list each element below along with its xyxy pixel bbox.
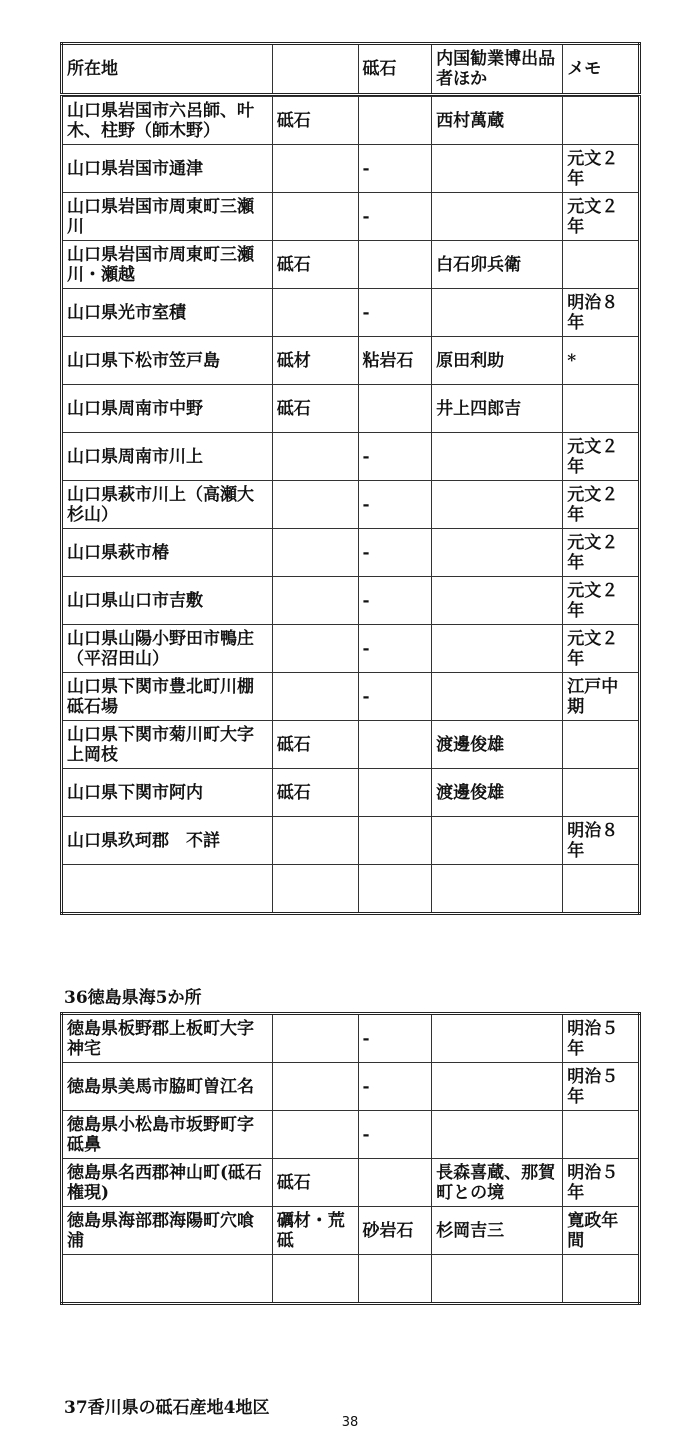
table-cell <box>563 721 640 769</box>
table-cell: 砥石 <box>272 97 358 145</box>
table-cell <box>432 673 563 721</box>
table-cell: - <box>358 529 432 577</box>
table-cell <box>272 577 358 625</box>
table-cell: 元文２年 <box>563 625 640 673</box>
table-cell: 山口県萩市椿 <box>62 529 273 577</box>
table-cell <box>563 1111 640 1159</box>
table-cell: 明治５年 <box>563 1014 640 1063</box>
table-cell <box>432 865 563 914</box>
table-cell: 山口県下関市菊川町大字上岡枝 <box>62 721 273 769</box>
table-cell: - <box>358 289 432 337</box>
table-cell: - <box>358 1111 432 1159</box>
table-cell: 元文２年 <box>563 529 640 577</box>
table-row <box>62 865 640 914</box>
table-cell: - <box>358 145 432 193</box>
table-cell: 元文２年 <box>563 433 640 481</box>
table-cell <box>432 817 563 865</box>
table-cell: 砥石 <box>272 1159 358 1207</box>
table-cell <box>432 577 563 625</box>
page-number: 38 <box>341 1415 359 1430</box>
table-cell: 砥石 <box>272 721 358 769</box>
table-row <box>62 1159 640 1207</box>
table-cell: 長森喜蔵、那賀町との境 <box>432 1159 563 1207</box>
table-cell: 明治５年 <box>563 1159 640 1207</box>
table-cell: 山口県周南市川上 <box>62 433 273 481</box>
table-row <box>62 145 640 193</box>
table-cell: 砥石 <box>272 769 358 817</box>
table-row <box>62 529 640 577</box>
table-cell: 山口県下松市笠戸島 <box>62 337 273 385</box>
table-cell <box>358 865 432 914</box>
table-cell <box>272 289 358 337</box>
table-cell: 礪材・荒砥 <box>272 1207 358 1255</box>
table-row <box>62 289 640 337</box>
header-cell: 所在地 <box>62 44 273 95</box>
header-cell: 内国勧業博出品者ほか <box>432 44 563 95</box>
header-cell: メモ <box>563 44 640 95</box>
table-cell: * <box>563 337 640 385</box>
table-cell <box>358 721 432 769</box>
table-cell: 粘岩石 <box>358 337 432 385</box>
table-cell <box>563 241 640 289</box>
table-yamaguchi <box>60 42 641 915</box>
table-cell: 元文２年 <box>563 193 640 241</box>
header-cell: 砥石 <box>358 44 432 95</box>
table-cell: 杉岡吉三 <box>432 1207 563 1255</box>
table-cell: 明治８年 <box>563 289 640 337</box>
table-cell <box>272 1063 358 1111</box>
table-row <box>62 241 640 289</box>
table-cell: 山口県下関市阿内 <box>62 769 273 817</box>
table-row <box>62 1063 640 1111</box>
table-cell: 砥石 <box>272 385 358 433</box>
table-row <box>62 1014 640 1063</box>
table-row <box>62 433 640 481</box>
table-row <box>62 385 640 433</box>
table-cell <box>358 817 432 865</box>
table-cell <box>358 385 432 433</box>
table-cell <box>432 1255 563 1304</box>
table-cell <box>358 1159 432 1207</box>
table-cell <box>432 193 563 241</box>
table-row <box>62 1111 640 1159</box>
table-cell: 徳島県海部郡海陽町穴喰浦 <box>62 1207 273 1255</box>
table-cell: 砂岩石 <box>358 1207 432 1255</box>
table-cell <box>432 1014 563 1063</box>
table-cell <box>358 241 432 289</box>
table-cell: 徳島県名西郡神山町(砥石権現) <box>62 1159 273 1207</box>
table-row <box>62 673 640 721</box>
table-tokushima <box>60 1012 641 1305</box>
table-cell: - <box>358 1063 432 1111</box>
table-cell <box>432 433 563 481</box>
table-cell <box>272 817 358 865</box>
table-cell: 砥材 <box>272 337 358 385</box>
table-cell: 白石卯兵衛 <box>432 241 563 289</box>
table-cell: 明治８年 <box>563 817 640 865</box>
table-cell <box>563 865 640 914</box>
table-row <box>62 625 640 673</box>
table-cell: 江戸中期 <box>563 673 640 721</box>
table-cell: 砥石 <box>272 241 358 289</box>
table-cell <box>432 1111 563 1159</box>
table-cell <box>272 1255 358 1304</box>
table-row <box>62 193 640 241</box>
table-cell <box>272 625 358 673</box>
table-cell <box>563 385 640 433</box>
table-cell <box>432 625 563 673</box>
table-row <box>62 1207 640 1255</box>
table-cell: 渡邊俊雄 <box>432 769 563 817</box>
table-cell: 山口県岩国市周東町三瀬川・瀬越 <box>62 241 273 289</box>
table-cell: 元文２年 <box>563 481 640 529</box>
table-cell: - <box>358 1014 432 1063</box>
table-cell: 山口県山口市吉敷 <box>62 577 273 625</box>
table-cell: 元文２年 <box>563 577 640 625</box>
table-cell <box>563 1255 640 1304</box>
table-row <box>62 1255 640 1304</box>
table-cell: 徳島県板野郡上板町大字神宅 <box>62 1014 273 1063</box>
table-cell <box>62 1255 273 1304</box>
header-cell <box>272 44 358 95</box>
table-cell <box>432 289 563 337</box>
table-cell <box>272 1111 358 1159</box>
table-cell <box>432 145 563 193</box>
table-cell <box>272 193 358 241</box>
table-cell: 渡邊俊雄 <box>432 721 563 769</box>
table-cell: 山口県萩市川上（高瀬大杉山） <box>62 481 273 529</box>
table-cell: - <box>358 433 432 481</box>
table-row <box>62 721 640 769</box>
table-cell: 西村萬蔵 <box>432 97 563 145</box>
table-row <box>62 577 640 625</box>
table-header-row <box>62 44 640 95</box>
table-row <box>62 817 640 865</box>
table-cell <box>272 673 358 721</box>
table-cell: 山口県岩国市周東町三瀬川 <box>62 193 273 241</box>
table-cell <box>432 529 563 577</box>
table-cell: - <box>358 577 432 625</box>
table-cell: 寛政年間 <box>563 1207 640 1255</box>
table-cell: 徳島県美馬市脇町曽江名 <box>62 1063 273 1111</box>
table-cell <box>272 145 358 193</box>
table-cell: 原田利助 <box>432 337 563 385</box>
table-cell <box>358 97 432 145</box>
table-cell <box>432 481 563 529</box>
table-cell: 山口県光市室積 <box>62 289 273 337</box>
table-cell: 山口県玖珂郡 不詳 <box>62 817 273 865</box>
table-cell: 元文２年 <box>563 145 640 193</box>
table-cell <box>272 433 358 481</box>
section-heading-tokushima: 36徳島県海5か所 <box>64 988 202 1008</box>
table-cell <box>358 1255 432 1304</box>
table-cell <box>272 481 358 529</box>
table-cell: 山口県岩国市六呂師、叶木、柱野（師木野） <box>62 97 273 145</box>
table-row <box>62 481 640 529</box>
table-cell: - <box>358 481 432 529</box>
table-cell: 井上四郎吉 <box>432 385 563 433</box>
table-cell <box>62 865 273 914</box>
table-cell: - <box>358 193 432 241</box>
table-row <box>62 769 640 817</box>
table-cell: 山口県周南市中野 <box>62 385 273 433</box>
table-cell: 明治５年 <box>563 1063 640 1111</box>
table-cell: 山口県下関市豊北町川棚砥石場 <box>62 673 273 721</box>
table-cell <box>563 97 640 145</box>
table-cell: 山口県山陽小野田市鴨庄（平沼田山） <box>62 625 273 673</box>
table-row <box>62 337 640 385</box>
table-cell: - <box>358 673 432 721</box>
table-cell <box>272 865 358 914</box>
table-cell: 徳島県小松島市坂野町字砥鼻 <box>62 1111 273 1159</box>
table-cell <box>432 1063 563 1111</box>
table-cell <box>272 529 358 577</box>
table-cell <box>358 769 432 817</box>
table-cell <box>563 769 640 817</box>
section-heading-kagawa: 37香川県の砥石産地4地区 <box>64 1398 270 1418</box>
table-cell <box>272 1014 358 1063</box>
table-cell: 山口県岩国市通津 <box>62 145 273 193</box>
table-cell: - <box>358 625 432 673</box>
table-row <box>62 97 640 145</box>
